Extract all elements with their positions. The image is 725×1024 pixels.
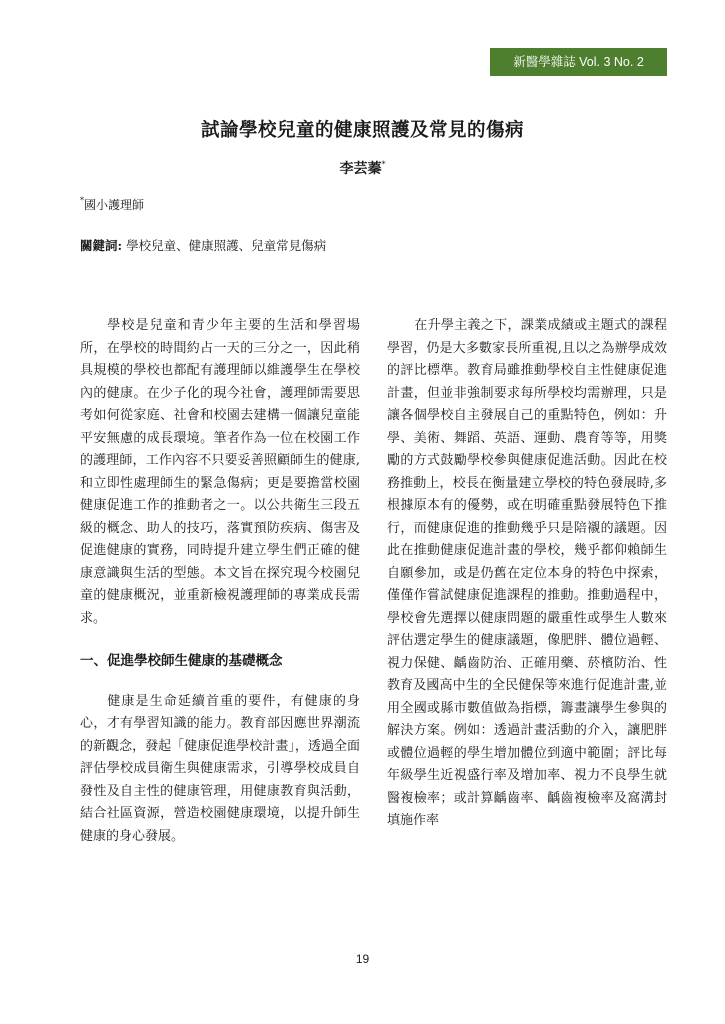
- keywords-label: 關鍵詞:: [80, 238, 123, 253]
- author-footnote-mark: *: [381, 160, 386, 169]
- author-name: 李芸蓁: [339, 161, 382, 177]
- keywords-text: 學校兒童、健康照護、兒童常見傷病: [126, 238, 327, 253]
- right-column: [387, 315, 667, 833]
- page-number: 19: [355, 952, 370, 966]
- intro-paragraph: 學校是兒童和青少年主要的生活和學習場所，在學校的時間約占一天的三分之一，因此稍具規模的學校也都配有護理師以維護學生在學校內的健康。在少子化的現今社會，護理師需要思考如何從家庭、社會和校園去建構一個讓兒童能平安無慮的成長環境。筆者作為一位在校園工作的護理師，工作內容不只要妥善照顧師生的健康,和立即性處理師生的緊急傷病；更是要擔當校園健康促進工作的推動者之一。以公共衛生三段五級的概念、助人的技巧，落實預防疾病、傷害及促進健康的實務，同時提升建立學生們正確的健康意識與生活的型態。本文旨在探究現今校園兒童的健康概況，並重新檢視護理師的專業成長需求。: [80, 318, 360, 626]
- section-heading: 一、促進學校師生健康的基礎概念: [80, 653, 283, 669]
- journal-issue-tag: 新醫學雜誌 Vol. 3 No. 2: [490, 48, 667, 76]
- article-title: 試論學校兒童的健康照護及常見的傷病: [200, 120, 524, 141]
- affiliation-line: [80, 196, 144, 213]
- right-column-paragraph: 在升學主義之下，課業成績或主題式的課程學習，仍是大多數家長所重視,且以之為辦學成效的評比標準。教育局雖推動學校自主性健康促進計畫，但並非強制要求每所學校均需辦理，只是讓各個學校自主發展自己的重點特色，例如：升學、美術、舞蹈、英語、運動、農育等等，用獎勵的方式鼓勵學校參與健康促進活動。因此在校務推動上，校長在衡量建立學校的特色發展時,多根據原本有的優勢，或在明確重點發展特色下推行，而健康促進的推動幾乎只是陪襯的議題。因此在推動健康促進計畫的學校，幾乎都仰賴師生自願參加，或是仍舊在定位本身的特色中探索，僅僅作嘗試健康促進課程的推動。推動過程中，學校會先選擇以健康問題的嚴重性或學生人數來評估選定學生的健康議題，像肥胖、體位過輕、視力保健、齲齒防治、正確用藥、菸檳防治、性教育及國高中生的全民健保等來進行促進計畫,並用全國或縣市數值做為指標，籌畫讓學生參與的解決方案。例如：透過計畫活動的介入，讓肥胖或體位過輕的學生增加體位到適中範圍；評比每年級學生近視盛行率及增加率、視力不良學生就醫複檢率；或計算齲齒率、齲齒複檢率及窩溝封填施作率: [387, 318, 667, 828]
- author-line: [0, 158, 725, 178]
- keywords-line: [80, 236, 326, 254]
- left-column: [80, 315, 360, 848]
- section-paragraph: 健康是生命延續首重的要件，有健康的身心，才有學習知識的能力。教育部因應世界潮流的新觀念，發起「健康促進學校計畫」，透過全面評估學校成員衛生與健康需求，引導學校成員自發性及自主性的健康管理，用健康教育與活動，結合社區資源，營造校園健康環境，以提升師生健康的身心發展。: [80, 693, 360, 844]
- affiliation-text: 國小護理師: [84, 198, 145, 212]
- affiliation-footnote-mark: *: [80, 196, 84, 205]
